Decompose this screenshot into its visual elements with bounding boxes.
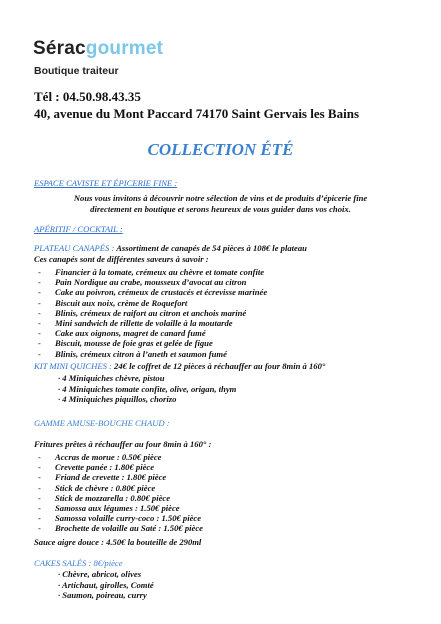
dash-bullet: - [38, 452, 41, 462]
amuse-bouche-item [34, 483, 203, 493]
dash-bullet: - [38, 317, 41, 328]
dash-bullet: - [38, 277, 41, 288]
plateau-line [34, 243, 307, 254]
canape-item [34, 349, 267, 359]
dash-bullet: - [38, 328, 41, 339]
section-heading-cakes: CAKES SALÉS : 8€/pièce [34, 558, 123, 568]
amuse-bouche-item-text: Samossa volaille curry-coco : 1.50€ pièce [55, 513, 202, 524]
quiche-item: · 4 Miniquiches tomate confite, olive, origan, thym [58, 383, 237, 394]
section-heading-espace: ESPACE CAVISTE ET ÉPICERIE FINE : [34, 178, 178, 188]
amuse-bouche-item-text: Samossa aux légumes : 1.50€ pièce [55, 502, 180, 513]
quiches-label: KIT MINI QUICHES : [34, 361, 112, 371]
canape-item [34, 338, 267, 348]
dash-bullet: - [38, 267, 41, 277]
plateau-intro: Ces canapés sont de différentes saveurs à savoir : [34, 254, 209, 264]
gamme-intro: Fritures prêtes à réchauffer au four 8min à 160° : [34, 439, 212, 449]
dash-bullet: - [38, 513, 41, 524]
tagline: Boutique traiteur [34, 65, 119, 77]
canape-item [34, 308, 267, 318]
gamme-list [34, 452, 203, 534]
cakes-list [58, 569, 154, 601]
amuse-bouche-item [34, 493, 203, 503]
plateau-desc: Assortiment de canapés de 54 pièces à 108€ le plateau [114, 243, 307, 253]
dash-bullet: - [38, 297, 41, 308]
canape-item-text: Biscuit aux noix, crème de Roquefort [55, 297, 188, 308]
quiches-desc: 24€ le coffret de 12 pièces à réchauffer au four 8min à 160° [111, 361, 326, 371]
phone-number: Tél : 04.50.98.43.35 [34, 89, 141, 104]
canape-item [34, 287, 267, 297]
espace-line-1: Nous vous invitons à découvrir notre sélection de vins et de produits d’épicerie fine [73, 193, 368, 203]
plateau-list [34, 267, 267, 359]
quiches-list [58, 373, 236, 405]
amuse-bouche-item [34, 472, 203, 482]
section-heading-aperitif: APÉRITIF / COCKTAIL : [34, 224, 123, 234]
plateau-label: PLATEAU CANAPÉS : [34, 243, 115, 253]
amuse-bouche-item-text: Crevette panée : 1.80€ pièce [55, 462, 155, 473]
cake-item: · Artichaut, girolles, Comté [58, 579, 154, 590]
canape-item-text: Biscuit, mousse de foie gras et gelée de figue [55, 338, 213, 349]
canape-item-text: Blinis, crémeux citron à l’aneth et saumon fumé [55, 348, 227, 359]
canape-item [34, 328, 267, 338]
dash-bullet: - [38, 348, 41, 359]
amuse-bouche-item [34, 513, 203, 523]
amuse-bouche-item-text: Stick de chèvre : 0.80€ pièce [55, 482, 156, 493]
address: 40, avenue du Mont Paccard 74170 Saint Gervais les Bains [34, 106, 360, 121]
cake-item: · Chèvre, abricot, olives [58, 569, 142, 579]
amuse-bouche-item [34, 462, 203, 472]
amuse-bouche-item [34, 452, 203, 462]
canape-item [34, 277, 267, 287]
canape-item-text: Pain Nordique au crabe, mousseux d’avocat au citron [55, 277, 247, 288]
dash-bullet: - [38, 472, 41, 483]
dash-bullet: - [38, 482, 41, 493]
amuse-bouche-item [34, 523, 203, 533]
brand-logo [33, 38, 163, 60]
dash-bullet: - [38, 462, 41, 473]
section-heading-gamme: GAMME AMUSE-BOUCHE CHAUD : [34, 418, 170, 428]
canape-item [34, 267, 267, 277]
canape-item [34, 298, 267, 308]
quiche-item: · 4 Miniquiches chèvre, pistou [58, 373, 165, 383]
logo-part-2: gourmet [85, 38, 164, 59]
cake-item: · Saumon, poireau, curry [58, 590, 147, 601]
dash-bullet: - [38, 492, 41, 503]
canape-item-text: Blinis, crémeux de raifort au citron et anchois mariné [55, 307, 247, 318]
espace-line-2: directement en boutique et serons heureux de vous guider dans vos choix. [90, 204, 351, 214]
dash-bullet: - [38, 307, 41, 318]
canape-item [34, 318, 267, 328]
dash-bullet: - [38, 287, 41, 298]
canape-item-text: Mini sandwich de rillette de volaille à la moutarde [55, 317, 233, 328]
amuse-bouche-item [34, 503, 203, 513]
quiches-line [34, 361, 325, 372]
amuse-bouche-item-text: Brochette de volaille au Saté : 1.50€ pièce [55, 523, 203, 534]
sauce-line: Sauce aigre douce : 4.50€ la bouteille de 290ml [34, 537, 202, 547]
dash-bullet: - [38, 502, 41, 513]
canape-item-text: Cake aux oignons, magret de canard fumé [55, 328, 206, 339]
amuse-bouche-item-text: Accras de morue : 0.50€ pièce [55, 452, 162, 462]
amuse-bouche-item-text: Stick de mozzarella : 0.80€ pièce [55, 492, 171, 503]
dash-bullet: - [38, 523, 41, 534]
canape-item-text: Financier à la tomate, crémeux au chèvre et tomate confite [55, 267, 265, 277]
quiche-item: · 4 Miniquiches piquillos, chorizo [58, 394, 177, 405]
logo-part-1: Sérac [33, 38, 86, 59]
dash-bullet: - [38, 338, 41, 349]
collection-title: COLLECTION ÉTÉ [147, 140, 294, 159]
amuse-bouche-item-text: Friand de crevette : 1.80€ pièce [55, 472, 167, 483]
canape-item-text: Cake au poivron, crémeux de crustacés et écrevisse marinée [55, 287, 268, 298]
